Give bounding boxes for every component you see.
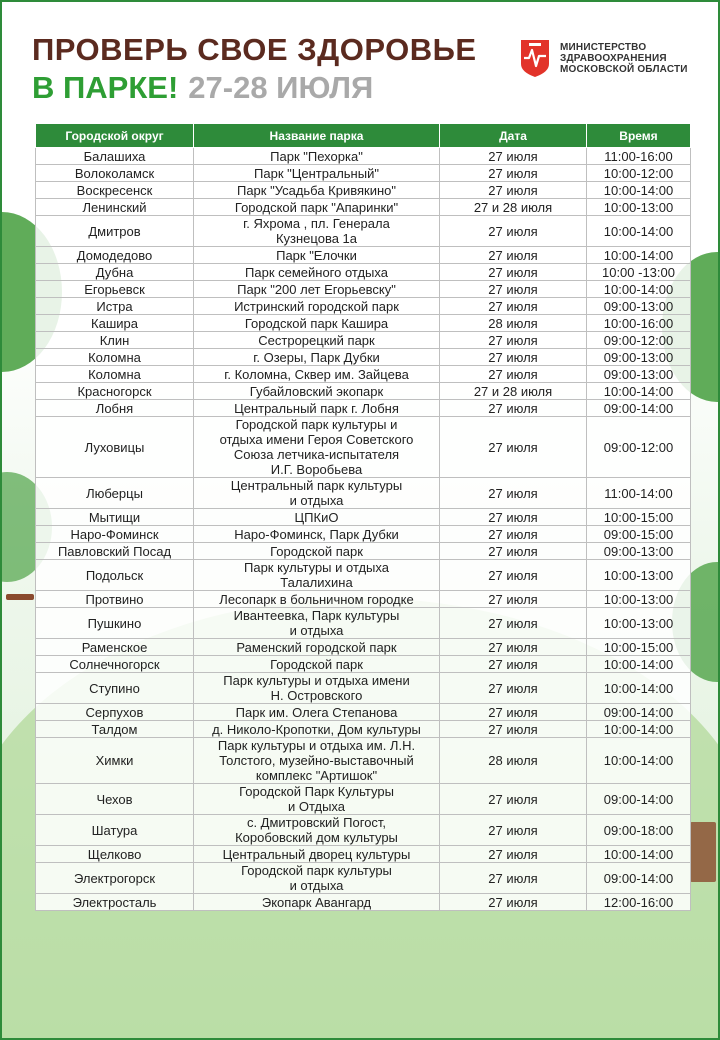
time-cell: 09:00-12:00 [587, 417, 691, 478]
park-name-cell: Центральный парк г. Лобня [194, 400, 440, 417]
park-name-cell: Парк "Усадьба Кривякино" [194, 182, 440, 199]
date-cell: 27 июля [440, 639, 587, 656]
date-cell: 27 июля [440, 298, 587, 315]
time-cell: 10:00-14:00 [587, 281, 691, 298]
table-row [36, 543, 691, 560]
date-cell: 27 июля [440, 478, 587, 509]
date-cell: 27 июля [440, 704, 587, 721]
district-cell: Электрогорск [36, 863, 194, 894]
table-row [36, 704, 691, 721]
date-cell: 27 июля [440, 543, 587, 560]
table-row [36, 738, 691, 784]
table-row [36, 165, 691, 182]
date-cell: 27 июля [440, 182, 587, 199]
table-row [36, 216, 691, 247]
date-cell: 27 июля [440, 349, 587, 366]
time-cell: 10:00-14:00 [587, 383, 691, 400]
time-cell: 10:00-16:00 [587, 315, 691, 332]
time-cell: 10:00-15:00 [587, 639, 691, 656]
time-cell: 09:00-18:00 [587, 815, 691, 846]
park-name-cell: Центральный дворец культуры [194, 846, 440, 863]
bench-right-decoration [690, 822, 716, 882]
table-row [36, 656, 691, 673]
park-name-cell: г. Яхрома , пл. Генерала Кузнецова 1а [194, 216, 440, 247]
park-name-cell: Парк семейного отдыха [194, 264, 440, 281]
park-name-cell: Парк культуры и отдыха имени Н. Островского [194, 673, 440, 704]
time-cell: 09:00-14:00 [587, 704, 691, 721]
district-cell: Мытищи [36, 509, 194, 526]
date-cell: 27 июля [440, 815, 587, 846]
time-cell: 10:00-14:00 [587, 721, 691, 738]
district-cell: Коломна [36, 349, 194, 366]
time-cell: 09:00-14:00 [587, 784, 691, 815]
park-name-cell: д. Николо-Кропотки, Дом культуры [194, 721, 440, 738]
ministry-line-3: МОСКОВСКОЙ ОБЛАСТИ [560, 63, 688, 75]
table-row [36, 863, 691, 894]
date-cell: 27 и 28 июля [440, 383, 587, 400]
park-name-cell: Парк культуры и отдыха Талалихина [194, 560, 440, 591]
time-cell: 10:00-15:00 [587, 509, 691, 526]
time-cell: 09:00-13:00 [587, 298, 691, 315]
park-name-cell: Парк "Центральный" [194, 165, 440, 182]
district-cell: Пушкино [36, 608, 194, 639]
date-cell: 28 июля [440, 315, 587, 332]
table-row [36, 264, 691, 281]
time-cell: 09:00-13:00 [587, 366, 691, 383]
district-cell: Электросталь [36, 894, 194, 911]
district-cell: Люберцы [36, 478, 194, 509]
ministry-name [560, 42, 688, 75]
date-cell: 27 июля [440, 165, 587, 182]
table-row [36, 526, 691, 543]
table-row [36, 815, 691, 846]
time-cell: 11:00-14:00 [587, 478, 691, 509]
table-row [36, 721, 691, 738]
district-cell: Луховицы [36, 417, 194, 478]
district-cell: Талдом [36, 721, 194, 738]
date-cell: 27 июля [440, 784, 587, 815]
table-row [36, 846, 691, 863]
moscow-region-health-logo-icon [518, 38, 552, 78]
table-row [36, 332, 691, 349]
time-cell: 10:00-14:00 [587, 656, 691, 673]
time-cell: 12:00-16:00 [587, 894, 691, 911]
park-name-cell: Парк "Пехорка" [194, 148, 440, 165]
district-cell: Протвино [36, 591, 194, 608]
date-cell: 27 июля [440, 264, 587, 281]
park-name-cell: г. Коломна, Сквер им. Зайцева [194, 366, 440, 383]
time-cell: 10:00-14:00 [587, 846, 691, 863]
date-cell: 27 июля [440, 673, 587, 704]
table-row [36, 298, 691, 315]
table-row [36, 673, 691, 704]
date-cell: 27 июля [440, 894, 587, 911]
date-cell: 27 июля [440, 863, 587, 894]
table-row [36, 366, 691, 383]
district-cell: Раменское [36, 639, 194, 656]
time-cell: 10:00-13:00 [587, 199, 691, 216]
district-cell: Коломна [36, 366, 194, 383]
time-cell: 10:00-14:00 [587, 738, 691, 784]
park-name-cell: Городской парк культуры и отдыха имени Героя Советского Союза летчика-испытателя И.Г. Воробьева [194, 417, 440, 478]
district-cell: Солнечногорск [36, 656, 194, 673]
bench-left-decoration [6, 594, 34, 600]
table-row [36, 894, 691, 911]
time-cell: 09:00-14:00 [587, 400, 691, 417]
date-cell: 27 июля [440, 281, 587, 298]
ministry-line-1: МИНИСТЕРСТВО [560, 41, 647, 53]
time-cell: 10:00-14:00 [587, 182, 691, 199]
time-cell: 09:00-13:00 [587, 349, 691, 366]
time-cell: 10:00-13:00 [587, 608, 691, 639]
date-cell: 27 июля [440, 560, 587, 591]
date-cell: 27 июля [440, 332, 587, 349]
park-name-cell: Раменский городской парк [194, 639, 440, 656]
district-cell: Волоколамск [36, 165, 194, 182]
district-cell: Щелково [36, 846, 194, 863]
district-cell: Кашира [36, 315, 194, 332]
ministry-line-2: ЗДРАВООХРАНЕНИЯ [560, 52, 667, 64]
district-cell: Истра [36, 298, 194, 315]
park-name-cell: с. Дмитровский Погост, Коробовский дом культуры [194, 815, 440, 846]
park-name-cell: Городской парк Кашира [194, 315, 440, 332]
park-name-cell: Экопарк Авангард [194, 894, 440, 911]
district-cell: Балашиха [36, 148, 194, 165]
table-row [36, 182, 691, 199]
park-name-cell: Парк им. Олега Степанова [194, 704, 440, 721]
table-row [36, 784, 691, 815]
header-park-name: Название парка [194, 124, 440, 148]
date-cell: 27 июля [440, 417, 587, 478]
table-row [36, 349, 691, 366]
time-cell: 09:00-15:00 [587, 526, 691, 543]
district-cell: Лобня [36, 400, 194, 417]
park-name-cell: Парк "Елочки [194, 247, 440, 264]
table-row [36, 148, 691, 165]
park-name-cell: ЦПКиО [194, 509, 440, 526]
park-name-cell: г. Озеры, Парк Дубки [194, 349, 440, 366]
district-cell: Чехов [36, 784, 194, 815]
park-name-cell: Наро-Фоминск, Парк Дубки [194, 526, 440, 543]
date-cell: 27 июля [440, 526, 587, 543]
table-row [36, 247, 691, 264]
time-cell: 10:00 -13:00 [587, 264, 691, 281]
park-name-cell: Городской Парк Культуры и Отдыха [194, 784, 440, 815]
date-cell: 27 июля [440, 216, 587, 247]
time-cell: 10:00-14:00 [587, 673, 691, 704]
table-row [36, 591, 691, 608]
district-cell: Дмитров [36, 216, 194, 247]
table-row [36, 400, 691, 417]
date-cell: 27 и 28 июля [440, 199, 587, 216]
park-name-cell: Лесопарк в больничном городке [194, 591, 440, 608]
park-name-cell: Ивантеевка, Парк культуры и отдыха [194, 608, 440, 639]
district-cell: Воскресенск [36, 182, 194, 199]
district-cell: Красногорск [36, 383, 194, 400]
date-cell: 27 июля [440, 721, 587, 738]
time-cell: 10:00-14:00 [587, 216, 691, 247]
table-header-row [36, 124, 691, 148]
date-cell: 27 июля [440, 400, 587, 417]
page-title: ПРОВЕРЬ СВОЕ ЗДОРОВЬЕ [32, 32, 477, 67]
district-cell: Серпухов [36, 704, 194, 721]
time-cell: 09:00-13:00 [587, 543, 691, 560]
table-row [36, 478, 691, 509]
park-name-cell: Городской парк [194, 656, 440, 673]
time-cell: 10:00-13:00 [587, 591, 691, 608]
date-cell: 27 июля [440, 656, 587, 673]
park-name-cell: Сестрорецкий парк [194, 332, 440, 349]
table-row [36, 509, 691, 526]
date-cell: 27 июля [440, 608, 587, 639]
district-cell: Клин [36, 332, 194, 349]
district-cell: Подольск [36, 560, 194, 591]
district-cell: Ленинский [36, 199, 194, 216]
ministry-block [518, 38, 688, 78]
title-park-text: В ПАРКЕ! [32, 70, 179, 105]
date-cell: 27 июля [440, 591, 587, 608]
district-cell: Домодедово [36, 247, 194, 264]
table-row [36, 199, 691, 216]
park-name-cell: Парк "200 лет Егорьевску" [194, 281, 440, 298]
event-dates: 27-28 ИЮЛЯ [188, 70, 374, 105]
park-name-cell: Городской парк культуры и отдыха [194, 863, 440, 894]
table-row [36, 281, 691, 298]
time-cell: 11:00-16:00 [587, 148, 691, 165]
date-cell: 27 июля [440, 247, 587, 264]
park-name-cell: Парк культуры и отдыха им. Л.Н. Толстого, музейно-выставочный комплекс "Артишок" [194, 738, 440, 784]
date-cell: 28 июля [440, 738, 587, 784]
table-row [36, 315, 691, 332]
date-cell: 27 июля [440, 366, 587, 383]
time-cell: 10:00-12:00 [587, 165, 691, 182]
table-row [36, 639, 691, 656]
date-cell: 27 июля [440, 846, 587, 863]
header-district: Городской округ [36, 124, 194, 148]
date-cell: 27 июля [440, 148, 587, 165]
poster-header [32, 32, 477, 106]
district-cell: Ступино [36, 673, 194, 704]
time-cell: 10:00-13:00 [587, 560, 691, 591]
date-cell: 27 июля [440, 509, 587, 526]
table-row [36, 417, 691, 478]
district-cell: Егорьевск [36, 281, 194, 298]
district-cell: Дубна [36, 264, 194, 281]
time-cell: 09:00-14:00 [587, 863, 691, 894]
park-name-cell: Городской парк "Апаринки" [194, 199, 440, 216]
park-name-cell: Губайловский экопарк [194, 383, 440, 400]
park-name-cell: Истринский городской парк [194, 298, 440, 315]
header-time: Время [587, 124, 691, 148]
time-cell: 10:00-14:00 [587, 247, 691, 264]
page-subtitle [32, 70, 477, 106]
park-name-cell: Центральный парк культуры и отдыха [194, 478, 440, 509]
district-cell: Наро-Фоминск [36, 526, 194, 543]
district-cell: Павловский Посад [36, 543, 194, 560]
table-row [36, 383, 691, 400]
table-row [36, 560, 691, 591]
park-name-cell: Городской парк [194, 543, 440, 560]
table-row [36, 608, 691, 639]
header-date: Дата [440, 124, 587, 148]
district-cell: Шатура [36, 815, 194, 846]
district-cell: Химки [36, 738, 194, 784]
time-cell: 09:00-12:00 [587, 332, 691, 349]
schedule-table [35, 123, 691, 911]
